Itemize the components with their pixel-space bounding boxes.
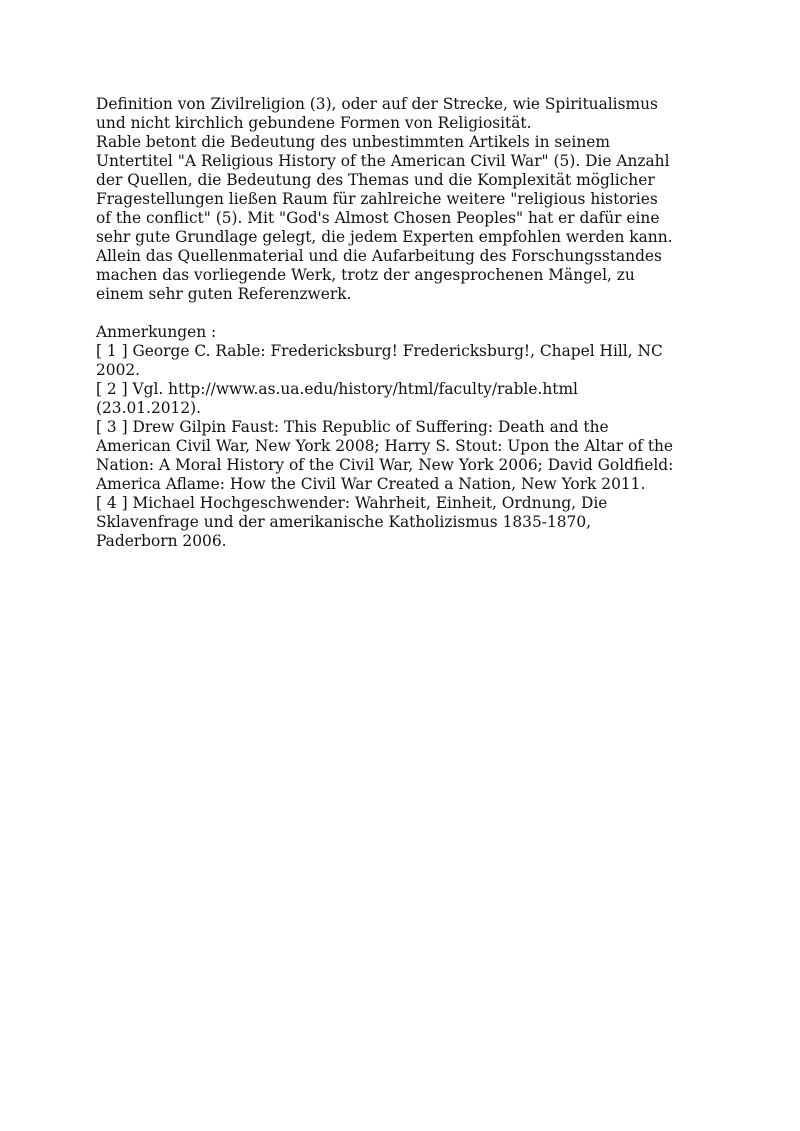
- notes-heading: Anmerkungen :: [96, 323, 217, 341]
- paragraph-spacer: [96, 304, 716, 323]
- text-line: Rable betont die Bedeutung des unbestimmten Artikels in seinem: [96, 133, 610, 151]
- footnote-line: [ 3 ] Drew Gilpin Faust: This Republic of Suffering: Death and the: [96, 418, 609, 436]
- footnote-line: Paderborn 2006.: [96, 532, 227, 550]
- text-line: sehr gute Grundlage gelegt, die jedem Experten empfohlen werden kann.: [96, 228, 673, 246]
- document-page: [96, 95, 716, 551]
- notes-section: [96, 323, 716, 551]
- text-line: of the conflict" (5). Mit "God's Almost Chosen Peoples" hat er dafür eine: [96, 209, 660, 227]
- body-paragraph: [96, 95, 716, 304]
- footnote-line: (23.01.2012).: [96, 399, 202, 417]
- footnote-line: [ 4 ] Michael Hochgeschwender: Wahrheit, Einheit, Ordnung, Die: [96, 494, 608, 512]
- footnote-line: American Civil War, New York 2008; Harry S. Stout: Upon the Altar of the: [96, 437, 674, 455]
- text-line: machen das vorliegende Werk, trotz der angesprochenen Mängel, zu: [96, 266, 635, 284]
- footnote-line: [ 2 ] Vgl. http://www.as.ua.edu/history/html/faculty/rable.html: [96, 380, 578, 398]
- text-line: Allein das Quellenmaterial und die Aufarbeitung des Forschungsstandes: [96, 247, 662, 265]
- footnote-line: Sklavenfrage und der amerikanische Katholizismus 1835-1870,: [96, 513, 592, 531]
- footnote-line: America Aflame: How the Civil War Created a Nation, New York 2011.: [96, 475, 646, 493]
- footnote-line: Nation: A Moral History of the Civil War, New York 2006; David Goldfield:: [96, 456, 674, 474]
- text-line: und nicht kirchlich gebundene Formen von Religiosität.: [96, 114, 532, 132]
- text-line: der Quellen, die Bedeutung des Themas und die Komplexität möglicher: [96, 171, 655, 189]
- text-line: Untertitel "A Religious History of the American Civil War" (5). Die Anzahl: [96, 152, 670, 170]
- text-line: einem sehr guten Referenzwerk.: [96, 285, 352, 303]
- footnote-line: [ 1 ] George C. Rable: Fredericksburg! Fredericksburg!, Chapel Hill, NC: [96, 342, 663, 360]
- text-line: Definition von Zivilreligion (3), oder auf der Strecke, wie Spiritualismus: [96, 95, 658, 113]
- text-line: Fragestellungen ließen Raum für zahlreiche weitere "religious histories: [96, 190, 658, 208]
- footnote-line: 2002.: [96, 361, 141, 379]
